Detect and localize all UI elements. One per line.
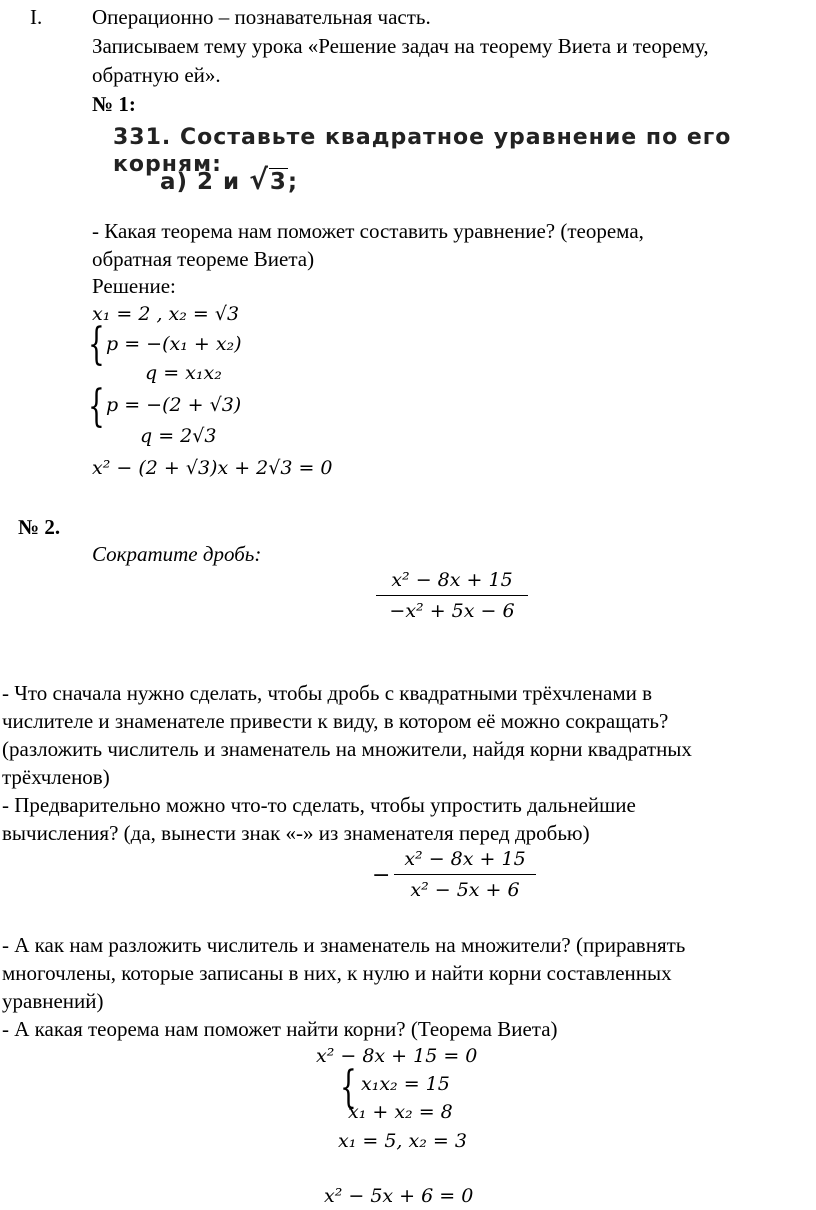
task2-q3-line-2: многочлены, которые записаны в них, к нулю и найти корни составленных (2, 961, 672, 985)
roots-result: x₁ = 5, x₂ = 3 (338, 1130, 467, 1152)
solution-label: Решение: (92, 274, 176, 298)
task1-label: № 1: (92, 92, 136, 116)
lesson-theme-line-1: Записываем тему урока «Решение задач на теорему Виета и теорему, (92, 34, 709, 58)
task2-instruction: Сократите дробь: (92, 542, 262, 566)
task2-q3-line-3: уравнений) (2, 989, 104, 1013)
task1-question-line-2: обратная теореме Виета) (92, 247, 315, 271)
equation-2: x² − 5x + 6 = 0 (324, 1185, 474, 1207)
system1-eq2: q = x₁x₂ (145, 362, 222, 384)
fraction-2-denominator: x² − 5x + 6 (410, 879, 520, 901)
vieta-product: x₁x₂ = 15 (361, 1073, 450, 1095)
equation-1: x² − 8x + 15 = 0 (316, 1045, 478, 1067)
system-brace: { (88, 319, 105, 370)
system2-eq2: q = 2√3 (140, 425, 217, 447)
fraction-1-denominator: −x² + 5x − 6 (389, 600, 515, 622)
roots-expression: x₁ = 2 , x₂ = √3 (92, 303, 240, 325)
task2-q1-line-4: трёхчленов) (2, 765, 110, 789)
task2-q1-line-2: числителе и знаменателе привести к виду, в котором её можно сокращать? (2, 709, 669, 733)
fraction-1-numerator: x² − 8x + 15 (391, 569, 513, 591)
system2-eq1: p = −(2 + √3) (106, 394, 242, 416)
textbook-task-331-a: а) 2 и √3; (160, 163, 299, 196)
system1-eq1: p = −(x₁ + x₂) (106, 333, 242, 355)
task2-q1-line-3: (разложить числитель и знаменатель на множители, найдя корни квадратных (2, 737, 692, 761)
section-title: Операционно – познавательная часть. (92, 5, 431, 29)
fraction-2 (394, 846, 536, 903)
lesson-theme-line-2: обратную ей». (92, 63, 221, 87)
fraction-1 (376, 567, 528, 624)
task2-q2-line-2: вычисления? (да, вынести знак «-» из знаменателя перед дробью) (2, 821, 590, 845)
final-equation: x² − (2 + √3)x + 2√3 = 0 (92, 457, 333, 479)
task2-q2-line-1: - Предварительно можно что-то сделать, чтобы упростить дальнейшие (2, 793, 636, 817)
task1-question-line-1: - Какая теорема нам поможет составить уравнение? (теорема, (92, 219, 644, 243)
fraction-2-sign: − (372, 863, 391, 888)
task2-q4-line-1: - А какая теорема нам поможет найти корни? (Теорема Виета) (2, 1017, 558, 1041)
vieta-sum: x₁ + x₂ = 8 (348, 1101, 453, 1123)
task2-label: № 2. (18, 515, 61, 539)
task2-q3-line-1: - А как нам разложить числитель и знаменатель на множители? (приравнять (2, 933, 686, 957)
fraction-2-numerator: x² − 8x + 15 (404, 848, 526, 870)
textbook-task-331: 331. Составьте квадратное уравнение по его корням: (113, 125, 732, 177)
system-brace: { (88, 381, 105, 432)
system-brace: { (340, 1062, 357, 1113)
task2-q1-line-1: - Что сначала нужно сделать, чтобы дробь с квадратными трёхчленами в (2, 681, 653, 705)
section-numeral: I. (30, 5, 43, 29)
